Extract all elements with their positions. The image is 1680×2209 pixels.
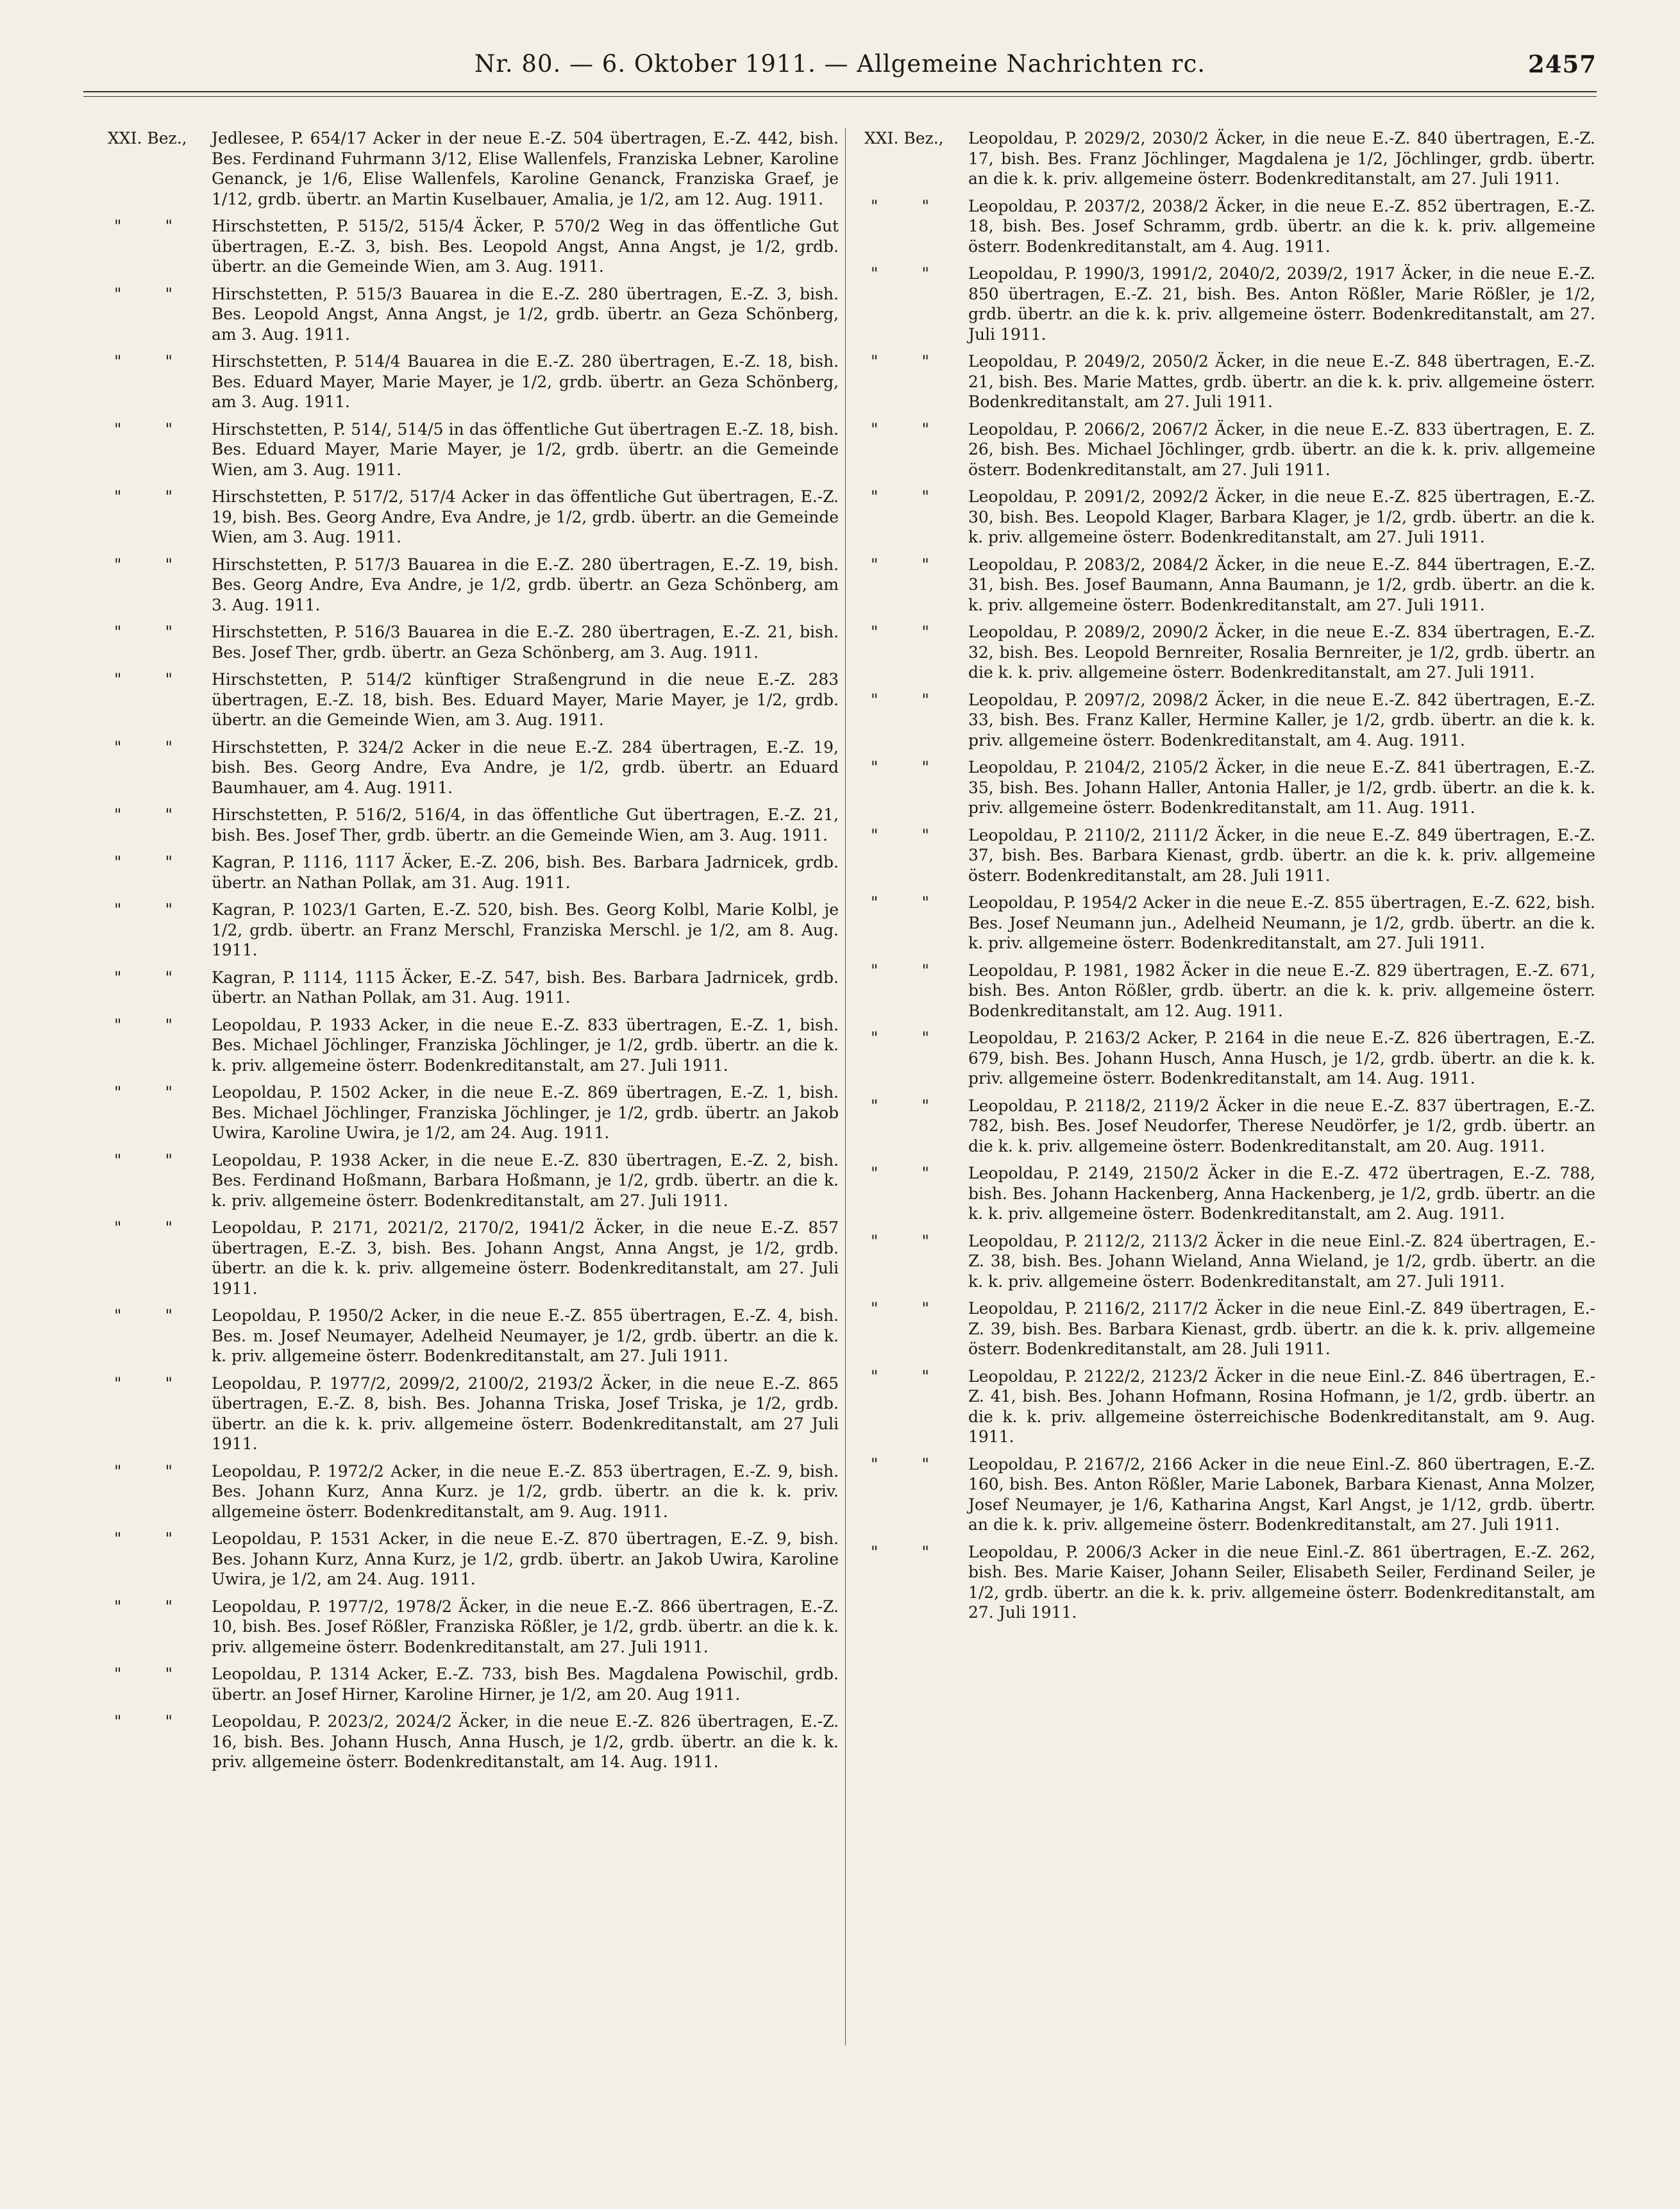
entry-district-label: " " (871, 1454, 948, 1474)
register-entry (871, 961, 1595, 1021)
entry-text: Hirschstetten, P. 514/4 Bauarea in die E.-Z. 280 übertragen, E.-Z. 18, bish. Bes. Eduard Mayer, Marie Mayer, je 1/2, grdb. übertr. an Geza Schönberg, am 3. Aug. 1911. (212, 352, 839, 411)
register-entry (114, 669, 839, 730)
entry-district-label: " " (114, 1712, 192, 1731)
entry-district-label: " " (871, 196, 948, 215)
register-entry (871, 1028, 1595, 1089)
entry-district-label: " " (114, 1373, 192, 1393)
entry-district-label: " " (114, 352, 192, 371)
entry-text: Leopoldau, P. 1933 Acker, in die neue E.-Z. 833 übertragen, E.-Z. 1, bish. Bes. Michael Jöchlinger, Franziska Jöchlinger, je 1/2, grdb. übertr. an die k. k. priv. allgemeine österr. Bodenkreditanstalt, am 27. Juli 1911. (212, 1015, 839, 1075)
entry-text: Leopoldau, P. 2112/2, 2113/2 Äcker in die neue Einl.-Z. 824 übertragen, E.-Z. 38, bish. Bes. Johann Wieland, Anna Wieland, je 1/2, grdb. übertr. an die k. k. priv. allgemeine österr. Bodenkreditanstalt, am 27. Juli 1911. (968, 1231, 1595, 1291)
entry-text: Leopoldau, P. 1502 Acker, in die neue E.-Z. 869 übertragen, E.-Z. 1, bish. Bes. Michael Jöchlinger, Franziska Jöchlinger, je 1/2, grdb. übertr. an Jakob Uwira, Karoline Uwira, je 1/2, am 24. Aug. 1911. (212, 1083, 839, 1142)
entry-text: Leopoldau, P. 2049/2, 2050/2 Äcker, in die neue E.-Z. 848 übertragen, E.-Z. 21, bish. Bes. Marie Mattes, grdb. übertr. an die k. k. priv. allgemeine österr. Bodenkreditanstalt, am 27. Juli 1911. (968, 352, 1595, 411)
entry-district-label: " " (871, 1029, 948, 1047)
register-entry (114, 1082, 839, 1143)
entry-district-label: " " (871, 1231, 948, 1250)
entry-district-label: " " (871, 264, 948, 283)
entry-district-label: XXI. Bez., (864, 129, 944, 147)
entry-text: Leopoldau, P. 1977/2, 1978/2 Äcker, in die neue E.-Z. 866 übertragen, E.-Z. 10, bish. Bes. Josef Rößler, Franziska Rößler, je 1/2, grdb. übertr. an die k. k. priv. allgemeine österr. Bodenkreditanstalt, am 27. Juli 1911. (212, 1597, 839, 1656)
entry-district-label: " " (114, 900, 192, 919)
entry-district-label: " " (114, 968, 192, 987)
entry-district-label: " " (871, 1542, 948, 1561)
register-entry (871, 1366, 1595, 1447)
entry-text: Hirschstetten, P. 324/2 Acker in die neue E.-Z. 284 übertragen, E.-Z. 19, bish. Bes. Georg Andre, Eva Andre, je 1/2, grdb. übertr. an Eduard Baumhauer, am 4. Aug. 1911. (212, 737, 839, 797)
entry-text: Leopoldau, P. 2089/2, 2090/2 Äcker, in die neue E.-Z. 834 übertragen, E.-Z. 32, bish. Bes. Leopold Bernreiter, Rosalia Bernreiter, je 1/2, grdb. übertr. an die k. k. priv. allgemeine österr. Bodenkreditanstalt, am 27. Juli 1911. (968, 623, 1595, 682)
entry-district-label: " " (114, 487, 192, 506)
entry-text: Leopoldau, P. 2116/2, 2117/2 Äcker in die neue Einl.-Z. 849 übertragen, E.-Z. 39, bish. Bes. Barbara Kienast, grdb. übertr. an die k. k. priv. allgemeine österr. Bodenkreditanstalt, am 28. Juli 1911. (968, 1299, 1595, 1358)
entry-text: Leopoldau, P. 2167/2, 2166 Acker in die neue Einl.-Z. 860 übertragen, E.-Z. 160, bish. Bes. Anton Rößler, Marie Labonek, Barbara Kienast, Anna Molzer, Josef Neumayer, je 1/6, Katharina Angst, Karl Angst, je 1/12, grdb. übertr. an die k. k. priv. allgemeine österr. Bodenkreditanstalt, am 27. Juli 1911. (968, 1454, 1595, 1534)
register-entry (871, 893, 1595, 953)
entry-text: Hirschstetten, P. 515/3 Bauarea in die E.-Z. 280 übertragen, E.-Z. 3, bish. Bes. Leopold Angst, Anna Angst, je 1/2, grdb. übertr. an Geza Schönberg, am 3. Aug. 1911. (212, 284, 839, 344)
header-rule (83, 91, 1597, 97)
register-entry (114, 419, 839, 480)
entry-district-label: " " (114, 1665, 192, 1683)
register-entry (871, 825, 1595, 886)
register-entry (114, 216, 839, 277)
register-entry (114, 1218, 839, 1298)
entry-text: Leopoldau, P. 2110/2, 2111/2 Äcker, in die neue E.-Z. 849 übertragen, E.-Z. 37, bish. Bes. Barbara Kienast, grdb. übertr. an die k. k. priv. allgemeine österr. Bodenkreditanstalt, am 28. Juli 1911. (968, 825, 1595, 885)
entry-district-label: " " (871, 1366, 948, 1386)
register-entry (114, 1306, 839, 1366)
entry-district-label: " " (114, 1218, 192, 1237)
entry-district-label: " " (114, 1083, 192, 1102)
entry-district-label: " " (871, 623, 948, 641)
left-column (108, 128, 839, 1779)
entry-district-label: " " (114, 670, 192, 689)
entry-text: Leopoldau, P. 2097/2, 2098/2 Äcker, in die neue E.-Z. 842 übertragen, E.-Z. 33, bish. Bes. Franz Kaller, Hermine Kaller, je 1/2, grdb. übertr. an die k. k. priv. allgemeine österr. Bodenkreditanstalt, am 4. Aug. 1911. (968, 690, 1595, 750)
entry-text: Hirschstetten, P. 516/2, 516/4, in das öffentliche Gut übertragen, E.-Z. 21, bish. Bes. Josef Ther, grdb. übertr. an die Gemeinde Wien, am 3. Aug. 1911. (212, 805, 839, 844)
register-entry (114, 555, 839, 616)
entry-text: Leopoldau, P. 2029/2, 2030/2 Äcker, in die neue E.-Z. 840 übertragen, E.-Z. 17, bish. Bes. Franz Jöchlinger, Magdalena je 1/2, Jöchlinger, grdb. übertr. an die k. k. priv. allgemeine österr. Bodenkreditanstalt, am 27. Juli 1911. (968, 129, 1595, 188)
right-column (864, 128, 1595, 1630)
register-entry (114, 805, 839, 845)
register-entry (114, 1015, 839, 1076)
entry-district-label: XXI. Bez., (108, 129, 187, 147)
header-title: Nr. 80. — 6. Oktober 1911. — Allgemeine Nachrichten rc. (474, 50, 1206, 78)
register-entry (114, 900, 839, 961)
register-entry (114, 1529, 839, 1590)
register-entry (871, 196, 1595, 257)
entry-text: Leopoldau, P. 2091/2, 2092/2 Äcker, in die neue E.-Z. 825 übertragen, E.-Z. 30, bish. Bes. Leopold Klager, Barbara Klager, je 1/2, grdb. übertr. an die k. k. priv. allgemeine österr. Bodenkreditanstalt, am 27. Juli 1911. (968, 487, 1595, 546)
register-entry (114, 487, 839, 548)
register-entry (114, 852, 839, 893)
entry-text: Jedlesee, P. 654/17 Acker in der neue E.-Z. 504 übertragen, E.-Z. 442, bish. Bes. Ferdinand Fuhrmann 3/12, Elise Wallenfels, Franziska Lebner, Karoline Genanck, je 1/6, Elise Wallenfels, Karoline Genanck, Franziska Graef, je 1/12, grdb. übertr. an Martin Kuselbauer, Amalia, je 1/2, am 12. Aug. 1911. (212, 129, 839, 208)
entry-text: Kagran, P. 1023/1 Garten, E.-Z. 520, bish. Bes. Georg Kolbl, Marie Kolbl, je 1/2, grdb. übertr. an Franz Merschl, Franziska Merschl. je 1/2, am 8. Aug. 1911. (212, 900, 839, 959)
entry-district-label: " " (114, 623, 192, 641)
entry-district-label: " " (871, 352, 948, 371)
entry-district-label: " " (871, 961, 948, 980)
entry-district-label: " " (114, 217, 192, 235)
entry-text: Hirschstetten, P. 514/2 künftiger Straßengrund in die neue E.-Z. 283 übertragen, E.-Z. 18, bish. Bes. Eduard Mayer, Marie Mayer, je 1/2, grdb. übertr. an die Gemeinde Wien, am 3. Aug. 1911. (212, 670, 839, 729)
entry-district-label: " " (114, 737, 192, 757)
entry-text: Leopoldau, P. 2037/2, 2038/2 Äcker, in die neue E.-Z. 852 übertragen, E.-Z. 18, bish. Bes. Josef Schramm, grdb. übertr. an die k. k. priv. allgemeine österr. Bodenkreditanstalt, am 4. Aug. 1911. (968, 196, 1595, 256)
page-header (83, 50, 1597, 88)
entry-text: Leopoldau, P. 2118/2, 2119/2 Äcker in die neue E.-Z. 837 übertragen, E.-Z. 782, bish. Bes. Josef Neudorfer, Therese Neudörfer, je 1/2, grdb. übertr. an die k. k. priv. allgemeine österr. Bodenkreditanstalt, am 20. Aug. 1911. (968, 1096, 1595, 1155)
entry-text: Leopoldau, P. 2122/2, 2123/2 Äcker in die neue Einl.-Z. 846 übertragen, E.-Z. 41, bish. Bes. Johann Hofmann, Rosina Hofmann, je 1/2, grdb. übertr. an die k. k. priv. allgemeine österreichische Bodenkreditanstalt, am 9. Aug. 1911. (968, 1366, 1595, 1446)
register-entry (114, 1664, 839, 1704)
entry-text: Leopoldau, P. 1950/2 Acker, in die neue E.-Z. 855 übertragen, E.-Z. 4, bish. Bes. m. Josef Neumayer, Adelheid Neumayer, je 1/2, grdb. übertr. an die k. k. priv. allgemeine österr. Bodenkreditanstalt, am 27. Juli 1911. (212, 1306, 839, 1365)
entry-district-label: " " (114, 1597, 192, 1616)
register-entry (871, 487, 1595, 548)
register-entry (114, 1150, 839, 1211)
register-entry (114, 1711, 839, 1772)
entry-district-label: " " (114, 853, 192, 871)
entry-district-label: " " (114, 284, 192, 303)
register-entry (871, 1542, 1595, 1623)
entry-text: Hirschstetten, P. 514/, 514/5 in das öffentliche Gut übertragen E.-Z. 18, bish. Bes. Eduard Mayer, Marie Mayer, je 1/2, grdb. übertr. an die Gemeinde Wien, am 3. Aug. 1911. (212, 419, 839, 479)
entry-text: Leopoldau, P. 2066/2, 2067/2 Äcker, in die neue E.-Z. 833 übertragen, E. Z. 26, bish. Bes. Michael Jöchlinger, grdb. übertr. an die k. k. priv. allgemeine österr. Bodenkreditanstalt, am 27. Juli 1911. (968, 419, 1595, 479)
entry-text: Hirschstetten, P. 517/3 Bauarea in die E.-Z. 280 übertragen, E.-Z. 19, bish. Bes. Georg Andre, Eva Andre, je 1/2, grdb. übertr. an Geza Schönberg, am 3. Aug. 1911. (212, 555, 839, 614)
register-entry (871, 1298, 1595, 1359)
entry-text: Kagran, P. 1114, 1115 Äcker, E.-Z. 547, bish. Bes. Barbara Jadrnicek, grdb. übertr. an Nathan Pollak, am 31. Aug. 1911. (212, 968, 839, 1007)
register-entry (871, 757, 1595, 818)
entry-text: Leopoldau, P. 2149, 2150/2 Äcker in die E.-Z. 472 übertragen, E.-Z. 788, bish. Bes. Johann Hackenberg, Anna Hackenberg, je 1/2, grdb. übertr. an die k. k. priv. allgemeine österr. Bodenkreditanstalt, am 2. Aug. 1911. (968, 1164, 1595, 1223)
entry-text: Leopoldau, P. 1531 Acker, in die neue E.-Z. 870 übertragen, E.-Z. 9, bish. Bes. Johann Kurz, Anna Kurz, je 1/2, grdb. übertr. an Jakob Uwira, Karoline Uwira, je 1/2, am 24. Aug. 1911. (212, 1529, 839, 1588)
entry-text: Leopoldau, P. 2104/2, 2105/2 Äcker, in die neue E.-Z. 841 übertragen, E.-Z. 35, bish. Bes. Johann Haller, Antonia Haller, je 1/2, grdb. übertr. an die k. k. priv. allgemeine österr. Bodenkreditanstalt, am 11. Aug. 1911. (968, 758, 1595, 817)
entry-text: Leopoldau, P. 2163/2 Acker, P. 2164 in die neue E.-Z. 826 übertragen, E.-Z. 679, bish. Bes. Johann Husch, Anna Husch, je 1/2, grdb. übertr. an die k. k. priv. allgemeine österr. Bodenkreditanstalt, am 14. Aug. 1911. (968, 1029, 1595, 1088)
entry-district-label: " " (114, 1529, 192, 1548)
entry-text: Leopoldau, P. 1954/2 Acker in die neue E.-Z. 855 übertragen, E.-Z. 622, bish. Bes. Josef Neumann jun., Adelheid Neumann, je 1/2, grdb. übertr. an die k. k. priv. allgemeine österr. Bodenkreditanstalt, am 27. Juli 1911. (968, 893, 1595, 952)
register-entry (871, 351, 1595, 412)
entry-district-label: " " (871, 419, 948, 439)
entry-district-label: " " (114, 555, 192, 574)
register-entry (114, 622, 839, 662)
register-entry (114, 1373, 839, 1454)
entry-text: Leopoldau, P. 1972/2 Acker, in die neue E.-Z. 853 übertragen, E.-Z. 9, bish. Bes. Johann Kurz, Anna Kurz. je 1/2, grdb. übertr. an die k. k. priv. allgemeine österr. Bodenkreditanstalt, am 9. Aug. 1911. (212, 1461, 839, 1521)
entry-district-label: " " (871, 1164, 948, 1182)
register-entry (871, 419, 1595, 480)
entry-district-label: " " (871, 825, 948, 844)
entry-district-label: " " (871, 555, 948, 574)
entry-district-label: " " (871, 1096, 948, 1115)
entry-district-label: " " (114, 419, 192, 439)
entry-text: Leopoldau, P. 1314 Acker, E.-Z. 733, bish Bes. Magdalena Powischil, grdb. übertr. an Josef Hirner, Karoline Hirner, je 1/2, am 20. Aug 1911. (212, 1665, 839, 1704)
entry-text: Leopoldau, P. 2083/2, 2084/2 Äcker, in die neue E.-Z. 844 übertragen, E.-Z. 31, bish. Bes. Josef Baumann, Anna Baumann, je 1/2, grdb. übertr. an die k. k. priv. allgemeine österr. Bodenkreditanstalt, am 27. Juli 1911. (968, 555, 1595, 614)
entry-text: Leopoldau, P. 2171, 2021/2, 2170/2, 1941/2 Äcker, in die neue E.-Z. 857 übertragen, E.-Z. 3, bish. Bes. Johann Angst, Anna Angst, je 1/2, grdb. übertr. an die k. k. priv. allgemeine österr. Bodenkreditanstalt, am 27. Juli 1911. (212, 1218, 839, 1298)
entry-district-label: " " (871, 487, 948, 506)
register-entry (871, 264, 1595, 344)
entry-text: Leopoldau, P. 2023/2, 2024/2 Äcker, in die neue E.-Z. 826 übertragen, E.-Z. 16, bish. Bes. Johann Husch, Anna Husch, je 1/2, grdb. übertr. an die k. k. priv. allgemeine österr. Bodenkreditanstalt, am 14. Aug. 1911. (212, 1712, 839, 1771)
entry-district-label: " " (114, 1150, 192, 1170)
column-divider (845, 128, 846, 2045)
register-entry (114, 737, 839, 798)
entry-district-label: " " (114, 1306, 192, 1325)
entry-district-label: " " (871, 690, 948, 709)
entry-text: Hirschstetten, P. 515/2, 515/4 Äcker, P. 570/2 Weg in das öffentliche Gut übertragen, E.-Z. 3, bish. Bes. Leopold Angst, Anna Angst, je 1/2, grdb. übertr. an die Gemeinde Wien, am 3. Aug. 1911. (212, 217, 839, 276)
entry-text: Leopoldau, P. 1938 Acker, in die neue E.-Z. 830 übertragen, E.-Z. 2, bish. Bes. Ferdinand Hoßmann, Barbara Hoßmann, je 1/2, grdb. übertr. an die k. k. priv. allgemeine österr. Bodenkreditanstalt, am 27. Juli 1911. (212, 1150, 839, 1210)
register-entry (864, 128, 1595, 189)
entry-district-label: " " (114, 805, 192, 824)
entry-district-label: " " (871, 893, 948, 912)
register-entry (114, 968, 839, 1008)
entry-district-label: " " (114, 1461, 192, 1481)
register-entry (871, 690, 1595, 751)
register-entry (871, 1163, 1595, 1224)
register-entry (871, 1096, 1595, 1157)
entry-text: Leopoldau, P. 1977/2, 2099/2, 2100/2, 2193/2 Äcker, in die neue E.-Z. 865 übertragen, E.-Z. 8, bish. Bes. Johanna Triska, Josef Triska, je 1/2, grdb. übertr. an die k. k. priv. allgemeine österr. Bodenkreditanstalt, am 27 Juli 1911. (212, 1373, 839, 1453)
register-entry (108, 128, 839, 209)
register-entry (114, 1597, 839, 1658)
entry-text: Leopoldau, P. 2006/3 Acker in die neue Einl.-Z. 861 übertragen, E.-Z. 262, bish. Bes. Marie Kaiser, Johann Seiler, Elisabeth Seiler, Ferdinand Seiler, je 1/2, grdb. übertr. an die k. k. priv. allgemeine österr. Bodenkreditanstalt, am 27. Juli 1911. (968, 1542, 1595, 1622)
entry-text: Hirschstetten, P. 517/2, 517/4 Acker in das öffentliche Gut übertragen, E.-Z. 19, bish. Bes. Georg Andre, Eva Andre, je 1/2, grdb. übertr. an die Gemeinde Wien, am 3. Aug. 1911. (212, 487, 839, 546)
register-entry (871, 622, 1595, 683)
register-entry (114, 284, 839, 345)
entry-district-label: " " (114, 1015, 192, 1034)
page-number: 2457 (1528, 50, 1597, 78)
entry-text: Leopoldau, P. 1990/3, 1991/2, 2040/2, 2039/2, 1917 Äcker, in die neue E.-Z. 850 übertragen, E.-Z. 21, bish. Bes. Anton Rößler, Marie Rößler, je 1/2, grdb. übertr. an die k. k. priv. allgemeine österr. Bodenkreditanstalt, am 27. Juli 1911. (968, 264, 1595, 344)
register-entry (871, 555, 1595, 616)
entry-text: Hirschstetten, P. 516/3 Bauarea in die E.-Z. 280 übertragen, E.-Z. 21, bish. Bes. Josef Ther, grdb. übertr. an Geza Schönberg, am 3. Aug. 1911. (212, 623, 839, 662)
entry-district-label: " " (871, 1299, 948, 1318)
entry-text: Kagran, P. 1116, 1117 Äcker, E.-Z. 206, bish. Bes. Barbara Jadrnicek, grdb. übertr. an Nathan Pollak, am 31. Aug. 1911. (212, 853, 839, 892)
register-entry (114, 1461, 839, 1522)
entry-district-label: " " (871, 758, 948, 777)
register-entry (871, 1454, 1595, 1535)
entry-text: Leopoldau, P. 1981, 1982 Äcker in die neue E.-Z. 829 übertragen, E.-Z. 671, bish. Bes. Anton Rößler, grdb. übertr. an die k. k. priv. allgemeine österr. Bodenkreditanstalt, am 12. Aug. 1911. (968, 961, 1595, 1020)
register-entry (871, 1231, 1595, 1292)
register-entry (114, 351, 839, 412)
